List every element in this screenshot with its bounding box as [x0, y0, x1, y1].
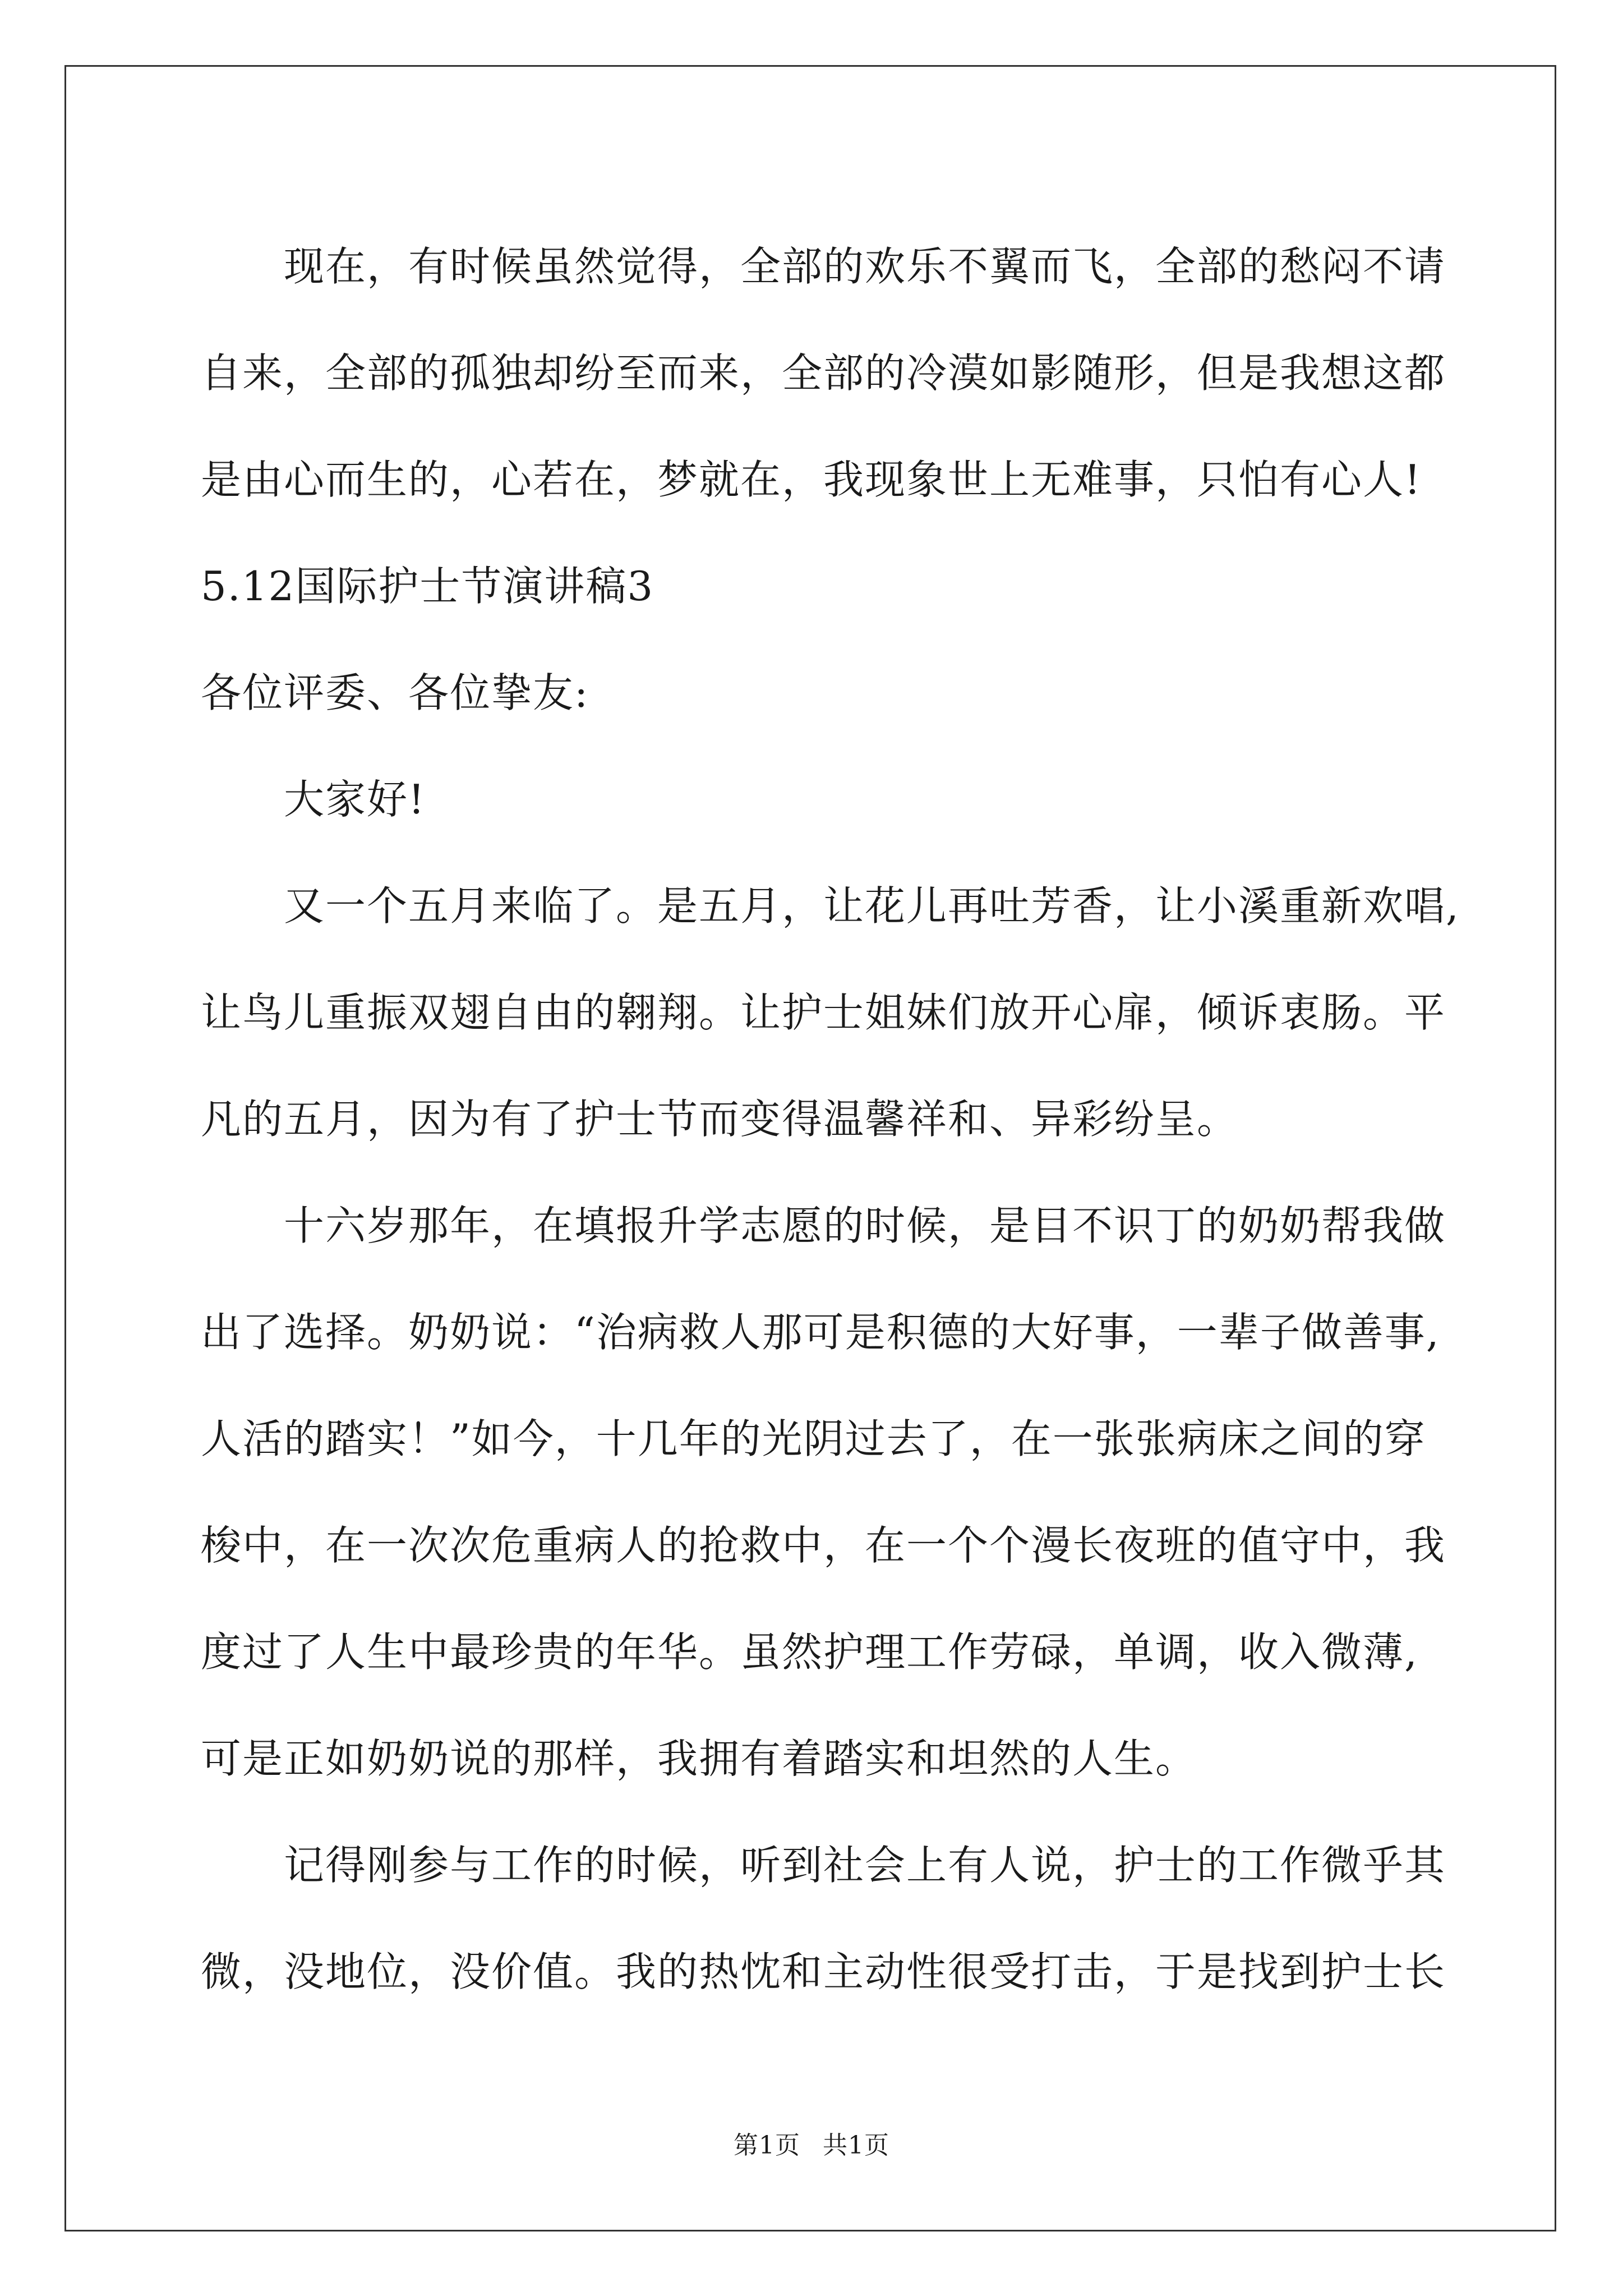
paragraph-line: 凡的五月，因为有了护士节而变得温馨祥和、异彩纷呈。 — [201, 1096, 1239, 1143]
paragraph-line: 微，没地位，没价值。我的热忱和主动性很受打击，于是找到护士长 — [201, 1948, 1446, 1995]
page-footer — [0, 2129, 1623, 2162]
paragraph-line: 让鸟儿重振双翅自由的翱翔。让护士姐妹们放开心扉，倾诉衷肠。平 — [201, 989, 1446, 1036]
page-number: 第1页 — [734, 2131, 800, 2160]
page-total: 共1页 — [823, 2131, 889, 2160]
paragraph-line: 现在，有时候虽然觉得，全部的欢乐不翼而飞，全部的愁闷不请 — [284, 243, 1446, 290]
paragraph-line: 十六岁那年，在填报升学志愿的时候，是目不识丁的奶奶帮我做 — [284, 1202, 1446, 1249]
paragraph-line: 度过了人生中最珍贵的年华。虽然护理工作劳碌，单调，收入微薄, — [201, 1628, 1418, 1676]
section-title: 5.12国际护士节演讲稿3 — [201, 563, 654, 610]
paragraph-line: 出了选择。奶奶说：“治病救人那可是积德的大好事，一辈子做善事, — [201, 1309, 1440, 1356]
paragraph-line: 人活的踏实！”如今，十几年的光阴过去了，在一张张病床之间的穿 — [201, 1415, 1426, 1462]
paragraph-line: 梭中，在一次次危重病人的抢救中，在一个个漫长夜班的值守中，我 — [201, 1522, 1446, 1569]
greeting: 大家好! — [284, 776, 426, 823]
document-body — [201, 213, 1460, 2025]
paragraph-line: 又一个五月来临了。是五月，让花儿再吐芳香，让小溪重新欢唱, — [284, 882, 1460, 930]
paragraph-line: 记得刚参与工作的时候，听到社会上有人说，护士的工作微乎其 — [284, 1842, 1446, 1889]
paragraph-line: 是由心而生的，心若在，梦就在，我现象世上无难事，只怕有心人! — [201, 456, 1422, 503]
salutation: 各位评委、各位挚友: — [201, 669, 589, 716]
paragraph-line: 自来，全部的孤独却纷至而来，全部的冷漠如影随形，但是我想这都 — [201, 349, 1446, 397]
paragraph-line: 可是正如奶奶说的那样，我拥有着踏实和坦然的人生。 — [201, 1735, 1197, 1782]
